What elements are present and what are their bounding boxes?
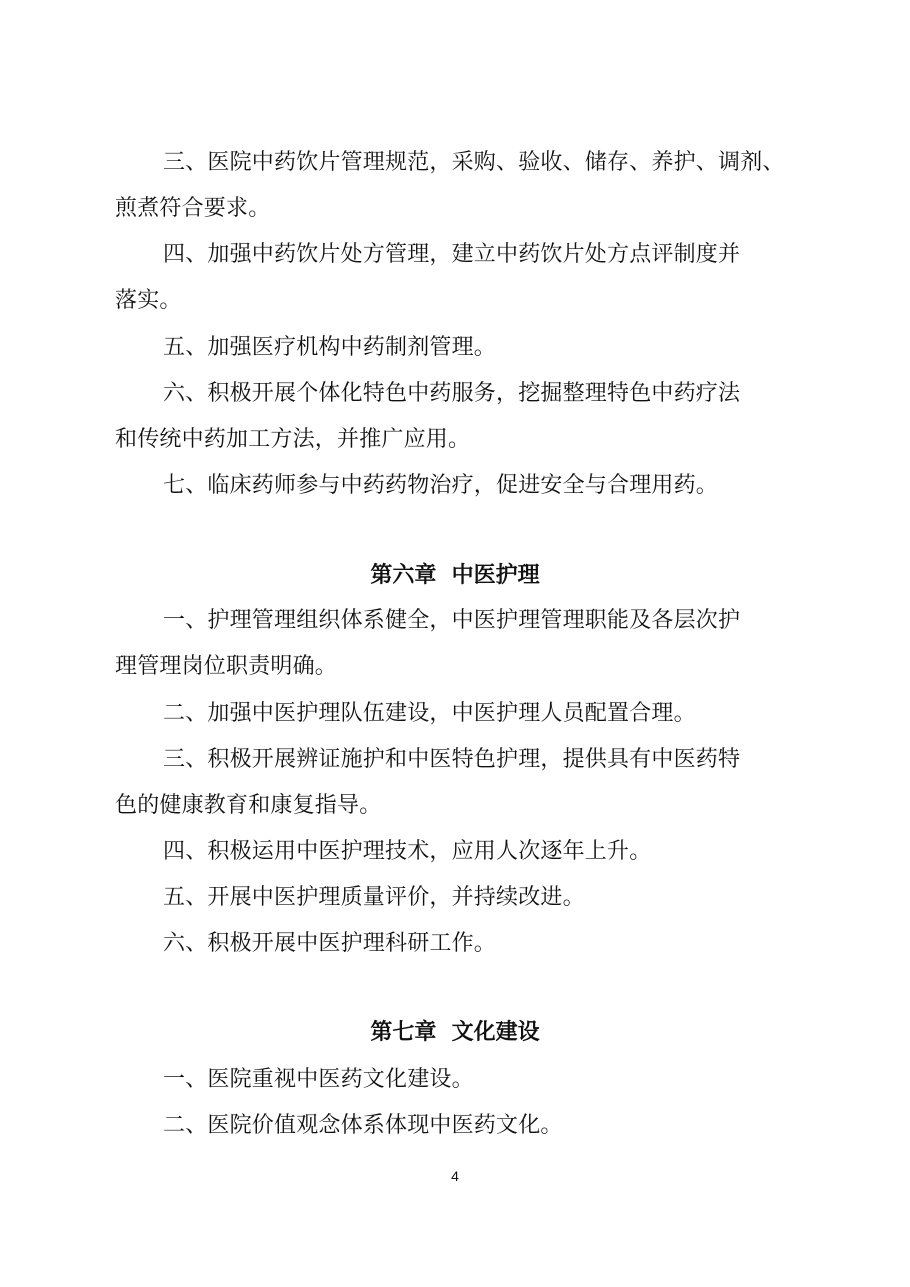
paragraph-line: 二、加强中医护理队伍建设，中医护理人员配置合理。 xyxy=(163,701,696,726)
paragraph-line: 煎煮符合要求。 xyxy=(115,196,271,221)
paragraph-line: 二、医院价值观念体系体现中医药文化。 xyxy=(163,1113,563,1138)
paragraph-line: 三、医院中药饮片管理规范，采购、验收、储存、养护、调剂、 xyxy=(163,150,785,175)
paragraph-line: 一、护理管理组织体系健全，中医护理管理职能及各层次护 xyxy=(163,608,741,633)
paragraph-line: 落实。 xyxy=(115,288,182,313)
paragraph-line: 一、医院重视中医药文化建设。 xyxy=(163,1067,474,1092)
paragraph-line: 三、积极开展辨证施护和中医特色护理，提供具有中医药特 xyxy=(163,747,741,772)
paragraph-line: 五、开展中医护理质量评价，并持续改进。 xyxy=(163,885,585,910)
paragraph-line: 六、积极开展个体化特色中药服务，挖掘整理特色中药疗法 xyxy=(163,381,741,406)
paragraph-line: 四、积极运用中医护理技术，应用人次逐年上升。 xyxy=(163,839,652,864)
page-number: 4 xyxy=(451,1168,459,1184)
paragraph-line: 色的健康教育和康复指导。 xyxy=(115,793,382,818)
paragraph-line: 五、加强医疗机构中药制剂管理。 xyxy=(163,335,497,360)
paragraph-line: 理管理岗位职责明确。 xyxy=(115,654,338,679)
chapter-heading: 第六章 中医护理 xyxy=(370,563,540,588)
chapter-heading: 第七章 文化建设 xyxy=(370,1020,540,1045)
paragraph-line: 和传统中药加工方法，并推广应用。 xyxy=(115,427,471,452)
paragraph-line: 六、积极开展中医护理科研工作。 xyxy=(163,931,497,956)
paragraph-line: 七、临床药师参与中药药物治疗，促进安全与合理用药。 xyxy=(163,473,719,498)
paragraph-line: 四、加强中药饮片处方管理，建立中药饮片处方点评制度并 xyxy=(163,242,741,267)
